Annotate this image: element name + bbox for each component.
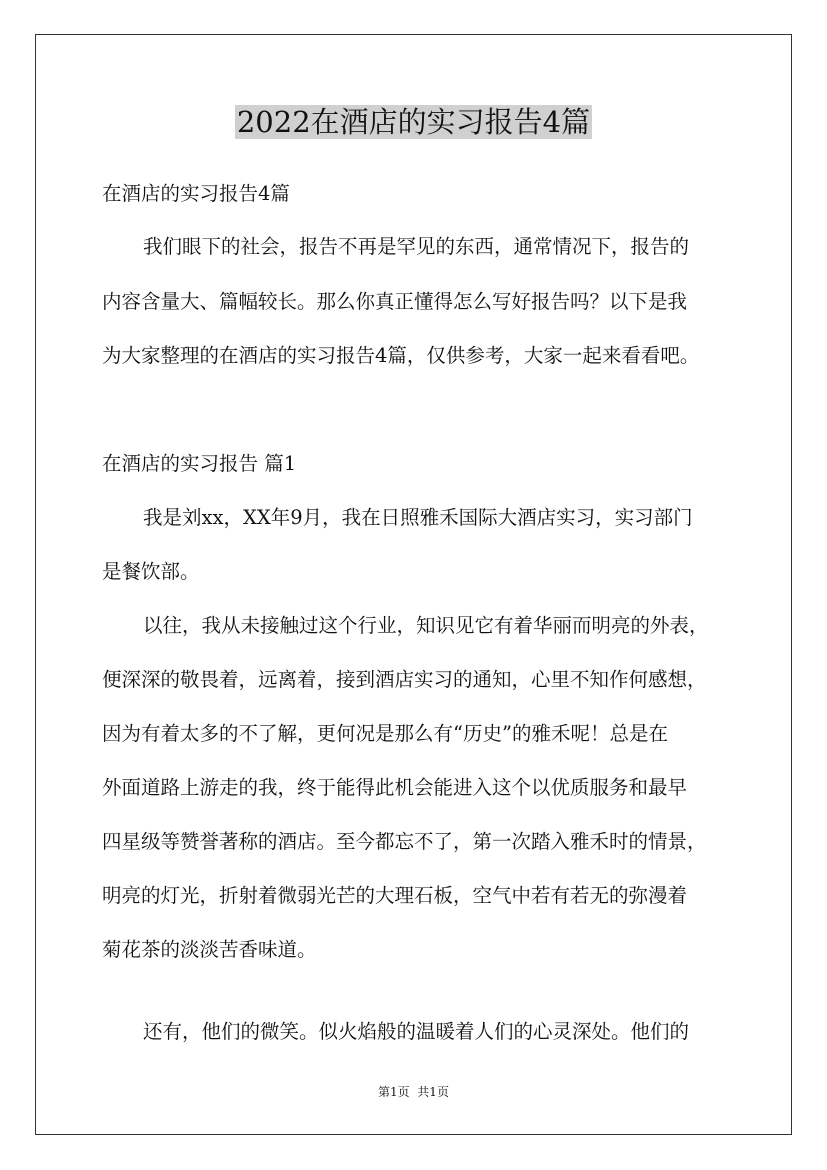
paragraph-line: 外面道路上游走的我，终于能得此机会能进入这个以优质服务和最早 [102,776,688,799]
page-number-footer: 第1页 共1页 [378,1085,449,1099]
document-title-text: 2022在酒店的实习报告4篇 [236,105,591,139]
paragraph-line: 四星级等赞誉著称的酒店。至今都忘不了，第一次踏入雅禾时的情景， [102,830,707,853]
section-heading: 在酒店的实习报告 篇1 [102,452,297,475]
document-title [0,100,827,144]
paragraph-line: 为大家整理的在酒店的实习报告4篇，仅供参考，大家一起来看看吧。 [102,344,700,367]
paragraph-line: 以往，我从未接触过这个行业，知识见它有着华丽而明亮的外表， [143,614,709,637]
paragraph-line: 还有，他们的微笑。似火焰般的温暖着人们的心灵深处。他们的 [143,1020,690,1043]
paragraph-line: 我是刘xx，XX年9月，我在日照雅禾国际大酒店实习，实习部门 [143,506,693,529]
paragraph-line: 明亮的灯光，折射着微弱光芒的大理石板，空气中若有若无的弥漫着 [102,884,688,907]
paragraph-line: 菊花茶的淡淡苦香味道。 [102,938,317,961]
paragraph-line: 是餐饮部。 [102,560,200,583]
paragraph-line: 因为有着太多的不了解，更何况是那么有“历史”的雅禾呢！总是在 [102,722,668,745]
subtitle-line: 在酒店的实习报告4篇 [102,182,290,205]
paragraph-line: 便深深的敬畏着，远离着，接到酒店实习的通知，心里不知作何感想， [102,668,707,691]
paragraph-line: 内容含量大、篇幅较长。那么你真正懂得怎么写好报告吗？以下是我 [102,290,688,313]
paragraph-line: 我们眼下的社会，报告不再是罕见的东西，通常情况下，报告的 [143,235,690,258]
